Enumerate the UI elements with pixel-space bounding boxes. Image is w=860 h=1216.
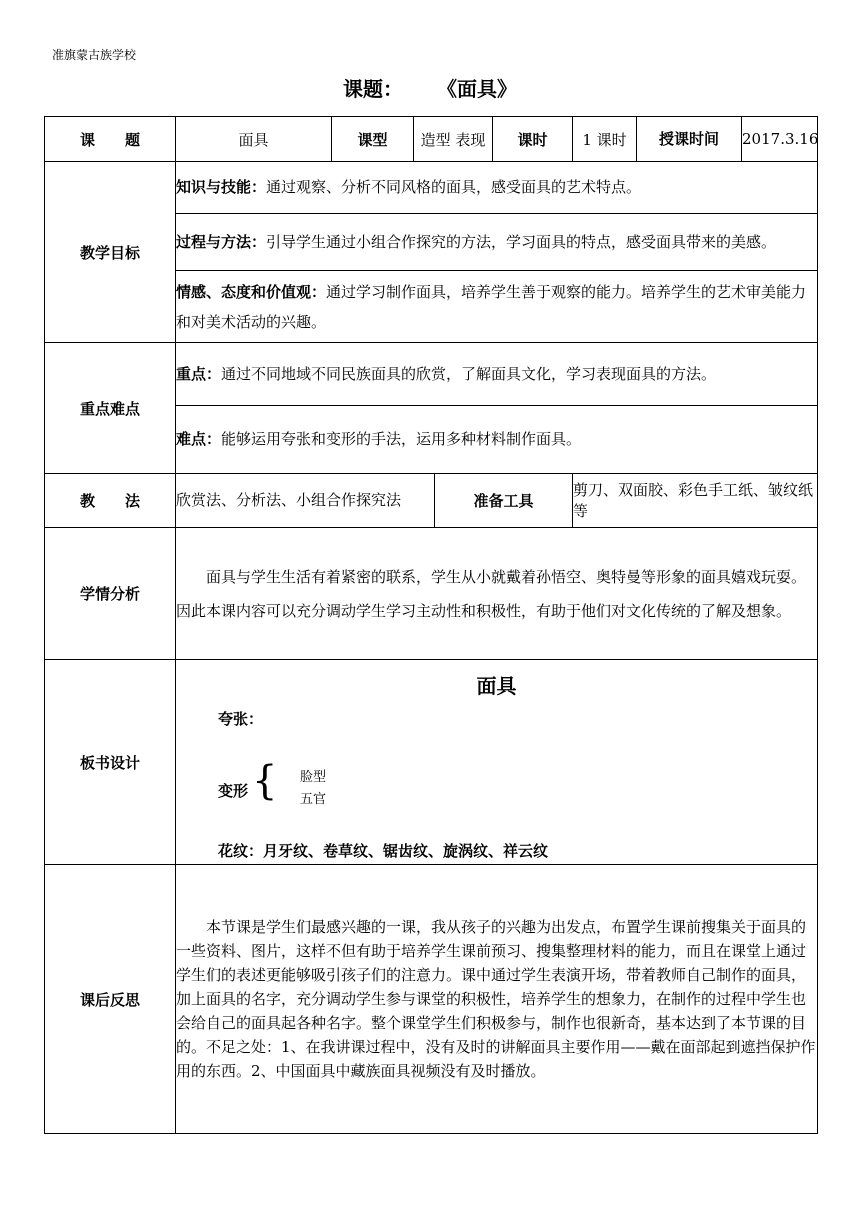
topic-value: 面具 <box>176 117 332 162</box>
board-deform: 变形 <box>218 782 249 800</box>
goal-knowledge <box>176 162 818 214</box>
goal-knowledge-text: 通过观察、分析不同风格的面具，感受面具的艺术特点。 <box>266 178 642 196</box>
type-value: 造型 表现 <box>414 117 493 162</box>
method-value: 欣赏法、分析法、小组合作探究法 <box>176 474 435 528</box>
focus-label: 重点难点 <box>45 343 176 474</box>
hours-label: 课时 <box>493 117 573 162</box>
tools-label: 准备工具 <box>435 474 573 528</box>
focus-difficulty <box>176 406 818 474</box>
brace-icon: { <box>252 758 278 804</box>
goal-attitude <box>176 271 818 343</box>
school-name: 准旗蒙古族学校 <box>52 48 137 62</box>
board-label: 板书设计 <box>45 660 176 865</box>
time-label: 授课时间 <box>637 117 742 162</box>
lesson-plan-table <box>44 116 818 1134</box>
goal-attitude-text: 通过学习制作面具，培养学生善于观察的能力。培养学生的艺术审美能力和对美术活动的兴趣。 <box>176 282 807 331</box>
goal-process <box>176 214 818 271</box>
board-face-shape: 脸型 <box>300 770 327 785</box>
focus-difficulty-text: 能够运用夸张和变形的手法，运用多种材料制作面具。 <box>221 430 582 448</box>
focus-key-point-key: 重点： <box>176 364 222 383</box>
type-label: 课型 <box>332 117 414 162</box>
goal-knowledge-key: 知识与技能： <box>176 178 267 196</box>
goal-attitude-key: 情感、态度和价值观： <box>176 282 327 301</box>
title-label: 课题： <box>343 77 403 101</box>
hours-value: 1 课时 <box>573 117 637 162</box>
reflection-text: 本节课是学生们最感兴趣的一课，我从孩子的兴趣为出发点，布置学生课前搜集关于面具的一些资料、图片，这样不但有助于培养学生课前预习、搜集整理材料的能力，而且在课堂上通过学生们的表述更能够吸引孩子们的注意力。课中通过学生表演开场，带着教师自己制作的面具，加上面具的名字，充分调动学生参与课堂的积极性，培养学生的想象力，在制作的过程中学生也会给自己的面具起各种名字。整个课堂学生们积极参与，制作也很新奇，基本达到了本节课的目的。不足之处：1、在我讲课过程中，没有及时的讲解面具主要作用——戴在面部起到遮挡保护作用的东西。2、中国面具中藏族面具视频没有及时播放。 <box>176 865 818 1134</box>
board-features: 五官 <box>300 792 327 807</box>
board-patterns: 花纹：月牙纹、卷草纹、锯齿纹、旋涡纹、祥云纹 <box>218 842 549 860</box>
board-title: 面具 <box>476 674 517 698</box>
board-exaggerate: 夸张： <box>218 710 264 728</box>
row-basic-info <box>45 117 818 162</box>
analysis-text: 面具与学生生活有着紧密的联系，学生从小就戴着孙悟空、奥特曼等形象的面具嬉戏玩耍。因此本课内容可以充分调动学生学习主动性和积极性，有助于他们对文化传统的了解及想象。 <box>176 528 818 660</box>
goal-process-text: 引导学生通过小组合作探究的方法，学习面具的特点，感受面具带来的美感。 <box>266 232 777 251</box>
analysis-label: 学情分析 <box>45 528 176 660</box>
title-name: 《面具》 <box>447 77 517 101</box>
topic-label: 课 题 <box>45 117 176 162</box>
goals-label: 教学目标 <box>45 162 176 343</box>
tools-value: 剪刀、双面胶、彩色手工纸、皱纹纸等 <box>573 474 818 528</box>
page-title <box>0 73 860 102</box>
focus-difficulty-key: 难点： <box>176 430 222 448</box>
goal-process-key: 过程与方法： <box>176 232 267 251</box>
focus-key-point-text: 通过不同地域不同民族面具的欣赏，了解面具文化，学习表现面具的方法。 <box>221 364 717 383</box>
date-value: 2017.3.16 <box>742 117 818 162</box>
method-label: 教 法 <box>45 474 176 528</box>
reflection-label: 课后反思 <box>45 865 176 1134</box>
board-design <box>176 660 818 865</box>
focus-key-point <box>176 343 818 406</box>
